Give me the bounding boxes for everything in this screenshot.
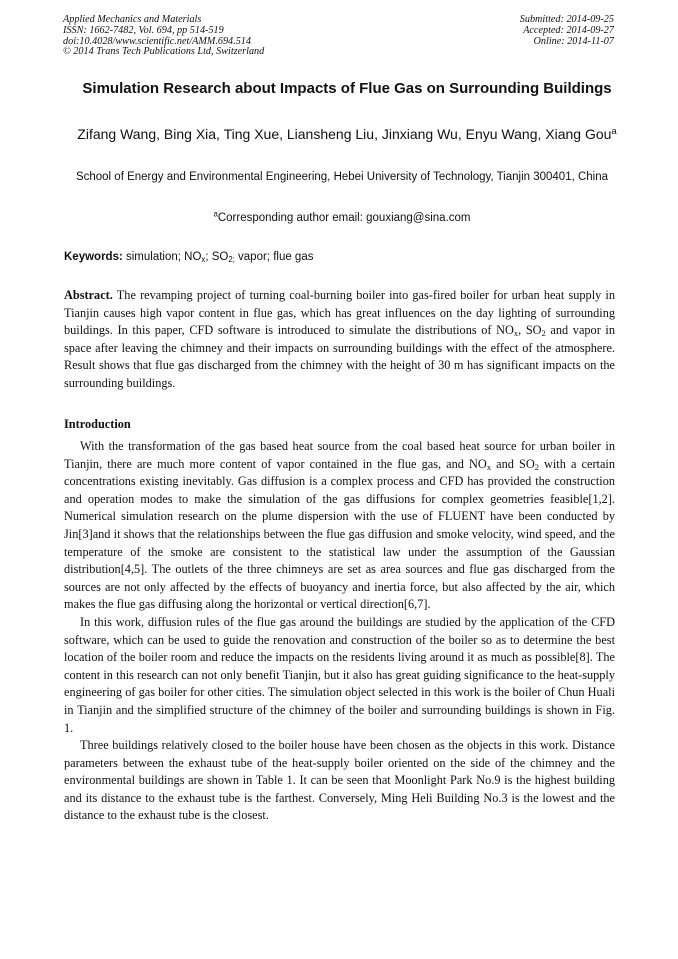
abstract-sub: 2 <box>541 329 546 339</box>
keywords-text: vapor; flue gas <box>234 251 314 263</box>
corresponding-author <box>62 209 622 228</box>
abstract-text: The revamping project of turning coal-burning boiler into gas-fired boiler for urban heat supply in Tianjin causes high vapor content in flue gas, which has great influences on the day lighting of surrounding buildings. In this paper, CFD software is introduced to simulate the distributions of NO <box>64 288 615 338</box>
corr-mark: a <box>213 209 218 219</box>
submitted-date: Submitted: 2014-09-25 <box>519 14 614 25</box>
abstract <box>64 287 615 393</box>
journal-info <box>63 15 264 58</box>
keywords-text: simulation; NO <box>122 251 202 263</box>
introduction-heading: Introduction <box>64 417 131 431</box>
author-names: Zifang Wang, Bing Xia, Ting Xue, Liansheng Liu, Jinxiang Wu, Enyu Wang, Xiang Gou <box>77 126 612 142</box>
abstract-label: Abstract. <box>64 288 113 302</box>
paragraph: Three buildings relatively closed to the boiler house have been chosen as the objects in this work. Distance parameters between the exhaust tube of the heat-supply boiler oriented on the side of the chimney and the environmental buildings are shown in Table 1. It can be seen that Moonlight Park No.9 is the highest building and its distance to the exhaust tube is the farthest. Conversely, Ming Heli Building No.3 is the lowest and the distance to the exhaust tube is the closest. <box>64 738 615 823</box>
keywords <box>64 249 313 265</box>
corr-email-text: Corresponding author email: gouxiang@sina.com <box>217 212 471 224</box>
paragraph <box>64 438 615 614</box>
accepted-date: Accepted: 2014-09-27 <box>523 24 614 36</box>
introduction-body <box>64 438 615 825</box>
doi-line: doi:10.4028/www.scientific.net/AMM.694.514 <box>63 35 251 47</box>
author-affil-mark: a <box>611 125 617 137</box>
issn-line: ISSN: 1662-7482, Vol. 694, pp 514-519 <box>63 24 224 36</box>
abstract-text: and vapor in space after leaving the chimney and their impacts on surrounding buildings with the effect of the atmosphere. Result shows that flue gas discharged from the chimney with the height of 30 m has significant impacts on the surrounding buildings. <box>64 323 616 390</box>
paragraph-sub: 2 <box>534 462 539 472</box>
abstract-text: , SO <box>518 323 542 338</box>
author-list <box>70 125 624 144</box>
paragraph-text: and SO <box>491 456 535 471</box>
paragraph-text: with a certain concentrations existing inevitably. Gas diffusion is a complex process and CFD has provided the construction and operation modes to make the simulation of the gas diffusions for complex geometries feasible[1,2]. Numerical simulation research on the plume dispersion with the use of FLUENT have been conducted by Jin[3]and it shows that the relationships between the flue gas diffusion and smoke velocity, wind speed, and the temperature of the smoke are consistent to the statistical law under the assumption of the Gaussian distribution[4,5]. The outlets of the three chimneys are set as area sources and flue gas discharged from the sources are not only affected by the effects of buoyancy and inertia force, but also affected by the air, which makes the flue gas diffusing along the horizontal or vertical direction[6,7]. <box>64 456 615 612</box>
publication-dates <box>520 15 614 47</box>
journal-name: Applied Mechanics and Materials <box>63 14 202 25</box>
online-date: Online: 2014-11-07 <box>533 35 614 47</box>
copyright-line: © 2014 Trans Tech Publications Ltd, Switzerland <box>63 46 265 58</box>
affiliation: School of Energy and Environmental Engineering, Hebei University of Technology, Tianjin 300401, China <box>75 171 609 183</box>
keywords-label: Keywords: <box>64 251 123 263</box>
abstract-sub: x <box>513 329 519 339</box>
keywords-sub: x <box>201 254 206 264</box>
paragraph-sub: x <box>486 462 491 472</box>
paper-title: Simulation Research about Impacts of Flue Gas on Surrounding Buildings <box>82 80 612 97</box>
paragraph: In this work, diffusion rules of the flue gas around the buildings are studied by the application of the CFD software, which can be used to guide the renovation and construction of the boiler so as to determine the best location of the boiler room and reduce the impacts on the residents living around it as much as possible[8]. The content in this research can not only benefit Tianjin, but it also has great guiding significance to the heat-supply engineering of gas boiler for other cities. The simulation object selected in this work is the boiler of Chun Huali in Tianjin and the simplified structure of the chimney of the boiler and surrounding buildings is shown in Fig. 1. <box>64 614 615 735</box>
keywords-text: ; SO <box>205 251 229 263</box>
paragraph-text: With the transformation of the gas based heat source from the coal based heat source for urban boiler in Tianjin, there are much more content of vapor contained in the flue gas, and NO <box>64 439 615 471</box>
keywords-sub: 2; <box>228 254 235 264</box>
